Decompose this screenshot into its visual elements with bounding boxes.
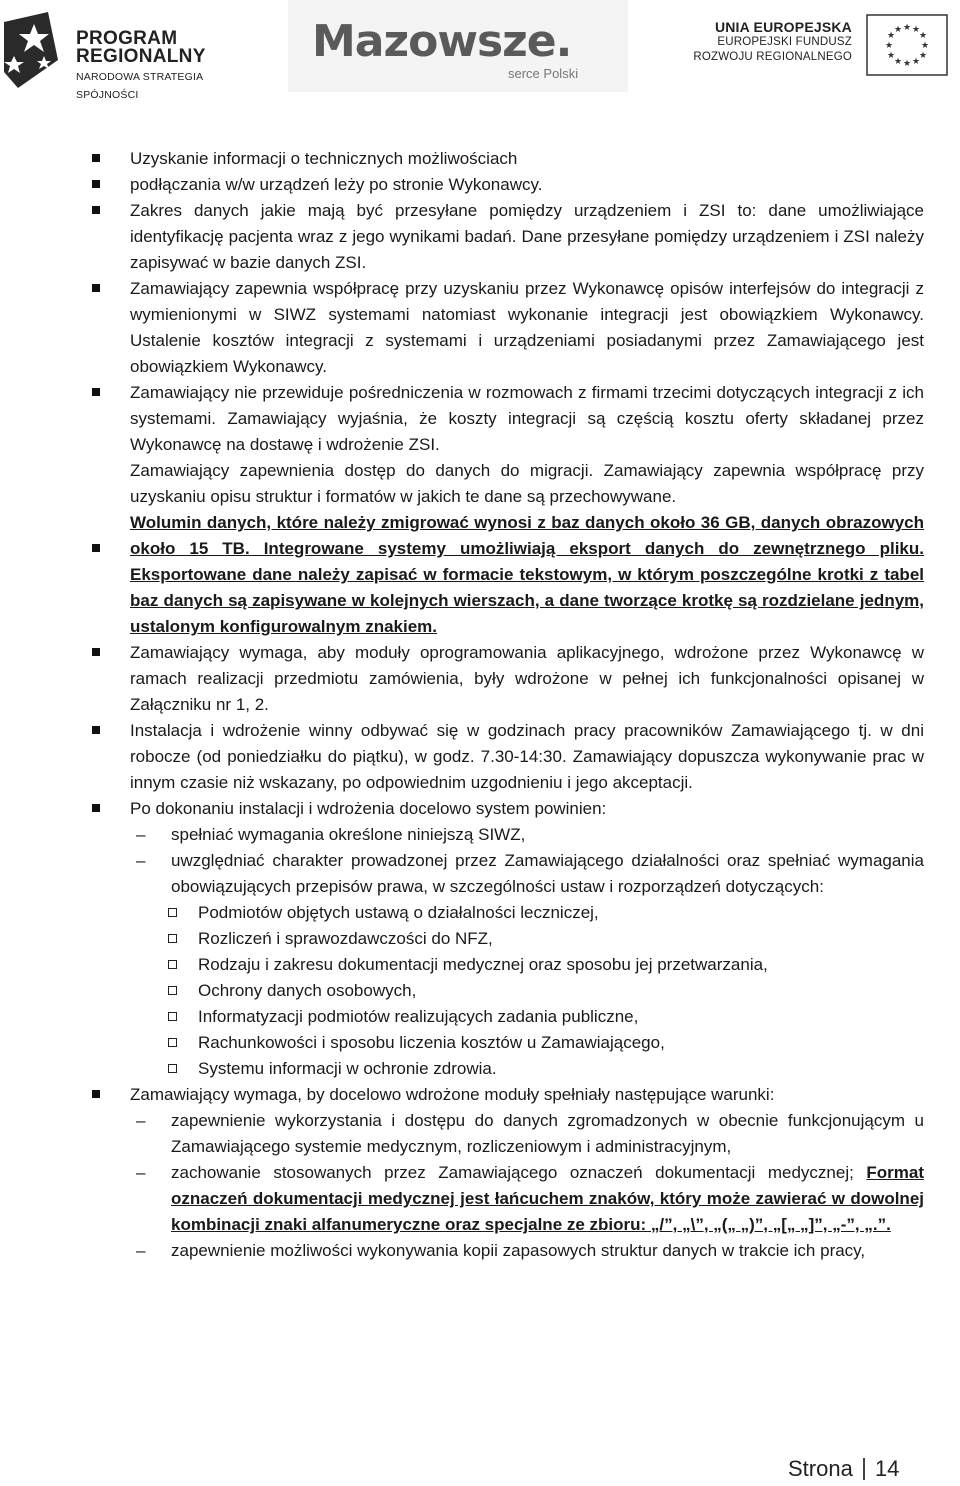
bullet-icon — [92, 544, 100, 552]
svg-text:★: ★ — [920, 41, 930, 51]
eu-line-1: UNIA EUROPEJSKA — [714, 19, 852, 35]
dash-item: ‒ zapewnienie wykorzystania i dostępu do danych zgromadzonych w obecnie funkcjonującym u Zamawiającego systemie medycznym, rozliczeniowym i administracyjnym, — [92, 1108, 924, 1160]
dash-item: ‒ spełniać wymagania określone niniejszą SIWZ, — [92, 822, 924, 848]
svg-text:★: ★ — [893, 57, 903, 67]
footer-separator — [863, 1458, 865, 1480]
program-regionalny-logo — [4, 8, 254, 101]
bullet-item: Zamawiający wymaga, by docelowo wdrożone moduły spełniały następujące warunki: — [92, 1082, 924, 1108]
svg-text:★: ★ — [893, 25, 903, 35]
svg-text:★: ★ — [902, 59, 912, 69]
svg-text:★: ★ — [918, 51, 928, 61]
svg-text:★: ★ — [902, 23, 912, 33]
svg-text:★: ★ — [911, 25, 921, 35]
program-regionalny-emblem-icon — [4, 12, 66, 88]
svg-text:★: ★ — [918, 31, 928, 41]
eu-flag-icon — [866, 14, 948, 76]
page-header — [0, 0, 960, 101]
format-definition: Format oznaczeń dokumentacji medycznej jest łańcuchem znaków, który może zawierać w dowolnej kombinacji znaki alfanumeryczne oraz specjalne ze zbioru: „/”, „\”, „(„ „)”, „[„ „]”, „-”, „.”. — [171, 1163, 924, 1234]
bullet-item: Zakres danych jakie mają być przesyłane pomiędzy urządzeniem i ZSI to: dane umożliwiające identyfikację pacjenta wraz z jego wynikami badań. Dane przesyłane pomiędzy urządzeniem i ZSI należy zapisywać w bazie danych ZSI. — [92, 198, 924, 276]
bullet-item: Uzyskanie informacji o technicznych możliwościach — [92, 146, 924, 172]
dash-item-text: zachowanie stosowanych przez Zamawiającego oznaczeń dokumentacji medycznej; — [171, 1163, 867, 1182]
svg-text:★: ★ — [911, 57, 921, 67]
square-list-item: Rozliczeń i sprawozdawczości do NFZ, — [92, 926, 924, 952]
eu-line-3: ROZWOJU REGIONALNEGO — [693, 51, 852, 63]
square-list-item: Rachunkowości i sposobu liczenia kosztów u Zamawiającego, — [92, 1030, 924, 1056]
square-list-item: Ochrony danych osobowych, — [92, 978, 924, 1004]
mazowsze-wordmark: Mazowsze. — [312, 16, 572, 67]
bullet-item: Po dokonaniu instalacji i wdrożenia docelowo system powinien: — [92, 796, 924, 822]
eu-line-2: EUROPEJSKI FUNDUSZ — [717, 36, 852, 48]
logo-line-2: REGIONALNY — [76, 46, 206, 67]
dash-item: ‒ zapewnienie możliwości wykonywania kopii zapasowych struktur danych w trakcie ich pracy, — [92, 1238, 924, 1264]
bullet-item: Instalacja i wdrożenie winny odbywać się w godzinach pracy pracowników Zamawiającego tj. w dni robocze (od poniedziałku do piątku), w godz. 7.30-14:30. Zamawiający dopuszcza wykonywanie prac w innym czasie niż wskazany, po odpowiednim uzgodnieniu i jego akceptacji. — [92, 718, 924, 796]
page-label: Strona — [788, 1456, 853, 1481]
logo-line-3: NARODOWA STRATEGIA SPÓJNOŚCI — [76, 71, 203, 101]
bullet-item: Zamawiający zapewnia współpracę przy uzyskaniu przez Wykonawcę opisów interfejsów do integracji z wymienionymi w SIWZ systemami natomiast wykonanie integracji jest obowiązkiem Wykonawcy. Ustalenie kosztów integracji z systemami i urządzeniami posiadanymi przez Zamawiającego jest obowiązkiem Wykonawcy. — [92, 276, 924, 380]
svg-text:★: ★ — [886, 31, 896, 41]
bullet-item: Zamawiający nie przewiduje pośredniczenia w rozmowach z firmami trzecimi dotyczących integracji z ich systemami. Zamawiający wyjaśnia, że koszty integracji są częścią kosztu oferty składanej przez Wykonawcę na dostawę i wdrożenie ZSI. — [92, 380, 924, 458]
dash-item: ‒ uwzględniać charakter prowadzonej przez Zamawiającego działalności oraz spełniać wymagania obowiązujących przepisów prawa, w szczególności ustaw i rozporządzeń dotyczących: — [92, 848, 924, 900]
square-list-item: Rodzaju i zakresu dokumentacji medycznej oraz sposobu jej przetwarzania, — [92, 952, 924, 978]
mazowsze-logo — [288, 0, 628, 92]
bullet-item: Zamawiający wymaga, aby moduły oprogramowania aplikacyjnego, wdrożone przez Wykonawcę w ramach realizacji przedmiotu zamówienia, były wdrożone w pełnej ich funkcjonalności opisanej w Załączniku nr 1, 2. — [92, 640, 924, 718]
square-list-item: Systemu informacji w ochronie zdrowia. — [92, 1056, 924, 1082]
logo-line-1: PROGRAM — [76, 28, 178, 49]
svg-text:★: ★ — [884, 41, 894, 51]
mazowsze-tagline: serce Polski — [508, 66, 579, 81]
dash-item — [92, 1160, 924, 1238]
square-list-item: Podmiotów objętych ustawą o działalności leczniczej, — [92, 900, 924, 926]
document-body — [92, 146, 924, 1264]
bullet-item: podłączania w/w urządzeń leży po stronie Wykonawcy. — [92, 172, 924, 198]
svg-text:★: ★ — [886, 51, 896, 61]
paragraph: Zamawiający zapewnienia dostęp do danych do migracji. Zamawiający zapewnia współpracę przy uzyskaniu opisu struktur i formatów w jakich te dane są przechowywane. — [130, 461, 924, 506]
bold-underlined-paragraph: Wolumin danych, które należy zmigrować wynosi z baz danych około 36 GB, danych obrazowych około 15 TB. Integrowane systemy umożliwiają eksport danych do zewnętrznego pliku. Eksportowane dane należy zapisać w formacie tekstowym, w którym poszczególne krotki z tabel baz danych są zapisywane w kolejnych wierszach, a dane tworzące krotkę są rozdzielane jednym, ustalonym konfigurowalnym znakiem. — [92, 510, 924, 640]
eu-logo — [693, 19, 952, 80]
square-list-item: Informatyzacji podmiotów realizujących zadania publiczne, — [92, 1004, 924, 1030]
page-number: 14 — [874, 1456, 900, 1481]
page-footer — [788, 1456, 899, 1482]
